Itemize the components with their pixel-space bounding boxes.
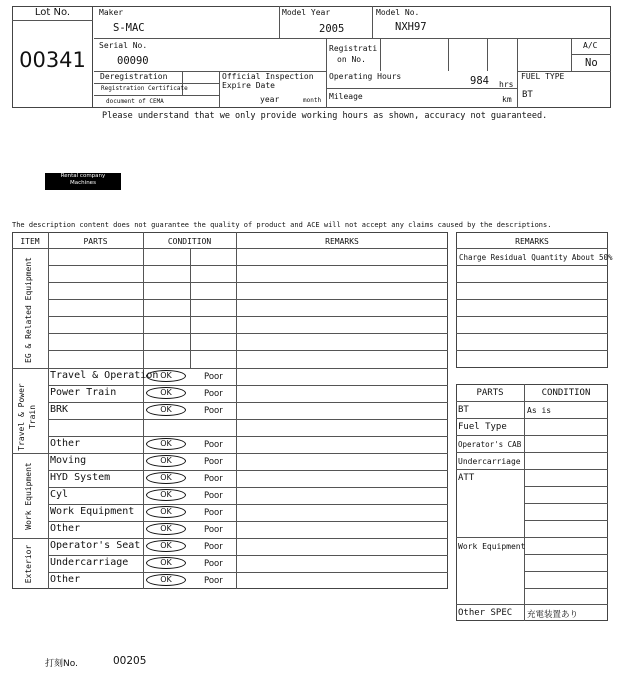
right-part-bt-condition: As is: [527, 406, 552, 415]
model-no-label: Model No.: [376, 8, 420, 17]
ok-circle: OK: [146, 506, 186, 518]
ok-circle: OK: [146, 540, 186, 552]
group-exterior: Exterior: [24, 544, 33, 584]
hrs-label: hrs: [499, 80, 514, 89]
right-part-other-spec: Other SPEC: [458, 608, 513, 618]
item-header: ITEM: [20, 237, 40, 246]
ac-label: A/C: [583, 41, 598, 50]
maker-value: S-MAC: [113, 22, 145, 34]
part-undercarriage: Undercarriage: [50, 557, 129, 568]
ac-value: No: [585, 57, 598, 69]
ok-circle: OK: [146, 557, 186, 569]
maker-label: Maker: [99, 8, 124, 17]
ok-circle: OK: [146, 489, 186, 501]
reg-certificate-label: Registration Certificate: [101, 85, 188, 92]
ok-circle: OK: [146, 472, 186, 484]
poor-label: Poor: [204, 457, 223, 467]
deregistration-label: Deregistration: [100, 72, 168, 81]
part-exterior-other: Other: [50, 574, 81, 585]
right-remarks-header: REMARKS: [515, 237, 549, 246]
accuracy-notice: Please understand that we only provide working hours as shown, accuracy not guaranteed.: [102, 111, 548, 121]
fuel-type-value: BT: [522, 90, 533, 100]
ok-circle: OK: [146, 370, 186, 382]
month-label: month: [303, 97, 322, 104]
poor-label: Poor: [204, 525, 223, 535]
charge-residual-remark: Charge Residual Quantity About 50%: [459, 253, 613, 262]
part-work-equipment: Work Equipment: [50, 506, 135, 517]
serial-value: 00090: [117, 55, 149, 67]
right-part-att: ATT: [458, 473, 475, 483]
stamp-no-value: 00205: [113, 655, 147, 667]
inspection-label-2: Expire Date: [222, 81, 275, 90]
operating-hours-label: Operating Hours: [329, 72, 402, 81]
condition-header: CONDITION: [167, 237, 212, 246]
ok-circle: OK: [146, 404, 186, 416]
part-hyd-system: HYD System: [50, 472, 111, 483]
right-part-bt: BT: [458, 405, 469, 415]
poor-label: Poor: [204, 559, 223, 569]
mileage-label: Mileage: [329, 92, 363, 101]
right-part-fuel-type: Fuel Type: [458, 422, 507, 432]
right-condition-header: CONDITION: [541, 388, 591, 398]
poor-label: Poor: [204, 406, 223, 416]
lot-label: Lot No.: [34, 7, 71, 18]
rental-badge-line1: Rental company: [60, 173, 106, 179]
part-work-other: Other: [50, 523, 81, 534]
poor-label: Poor: [204, 389, 223, 399]
poor-label: Poor: [204, 440, 223, 450]
fuel-type-label: FUEL TYPE: [521, 72, 565, 81]
group-work-equipment: Work Equipment: [24, 462, 33, 530]
right-parts-header: PARTS: [476, 388, 504, 398]
inspection-label-1: Official Inspection: [222, 72, 314, 81]
part-travel-other: Other: [50, 438, 81, 449]
poor-label: Poor: [204, 491, 223, 501]
model-no-value: NXH97: [395, 21, 427, 33]
poor-label: Poor: [204, 508, 223, 518]
part-moving: Moving: [50, 455, 87, 466]
rental-badge-line2: Machines: [70, 180, 96, 186]
operating-hours-value: 984: [470, 75, 489, 87]
lot-number: 00341: [19, 48, 86, 72]
right-part-undercarriage: Undercarriage: [458, 457, 521, 466]
cema-label: document of CEMA: [106, 98, 164, 105]
ok-circle: OK: [146, 438, 186, 450]
model-year-value: 2005: [319, 23, 345, 35]
ok-circle: OK: [146, 455, 186, 467]
ok-circle: OK: [146, 387, 186, 399]
km-label: km: [502, 95, 512, 104]
parts-header: PARTS: [83, 237, 108, 246]
ok-circle: OK: [146, 574, 186, 586]
remarks-header: REMARKS: [325, 237, 359, 246]
ok-circle: OK: [146, 523, 186, 535]
poor-label: Poor: [204, 372, 223, 382]
stamp-no-label: 打刻No.: [45, 659, 78, 669]
poor-label: Poor: [204, 576, 223, 586]
right-part-other-spec-value: 充電装置あり: [527, 610, 579, 620]
model-year-label: Model Year: [282, 8, 331, 17]
part-travel-operation: Travel & Operation: [50, 370, 159, 381]
part-power-train: Power Train: [50, 387, 117, 398]
registration-label-1: Registrati: [329, 44, 378, 53]
inspection-table-frame: [12, 232, 448, 589]
right-part-operators-cab: Operator's CAB: [458, 440, 522, 449]
part-brk: BRK: [50, 404, 69, 415]
group-eg-related: EG & Related Equipment: [24, 257, 33, 363]
disclaimer: The description content does not guarantee the quality of product and ACE will not accept any claims caused by the descriptions.: [12, 221, 552, 229]
group-travel-power-train: Travel & Power Train: [17, 383, 37, 451]
poor-label: Poor: [204, 542, 223, 552]
rental-company-badge: [45, 173, 121, 190]
poor-label: Poor: [204, 474, 223, 484]
part-operators-seat: Operator's Seat: [50, 540, 141, 551]
serial-label: Serial No.: [99, 41, 148, 50]
right-part-work-equipment: Work Equipment: [458, 542, 526, 551]
part-cyl: Cyl: [50, 489, 69, 500]
year-label: year: [260, 95, 280, 104]
registration-label-2: on No.: [337, 55, 366, 64]
